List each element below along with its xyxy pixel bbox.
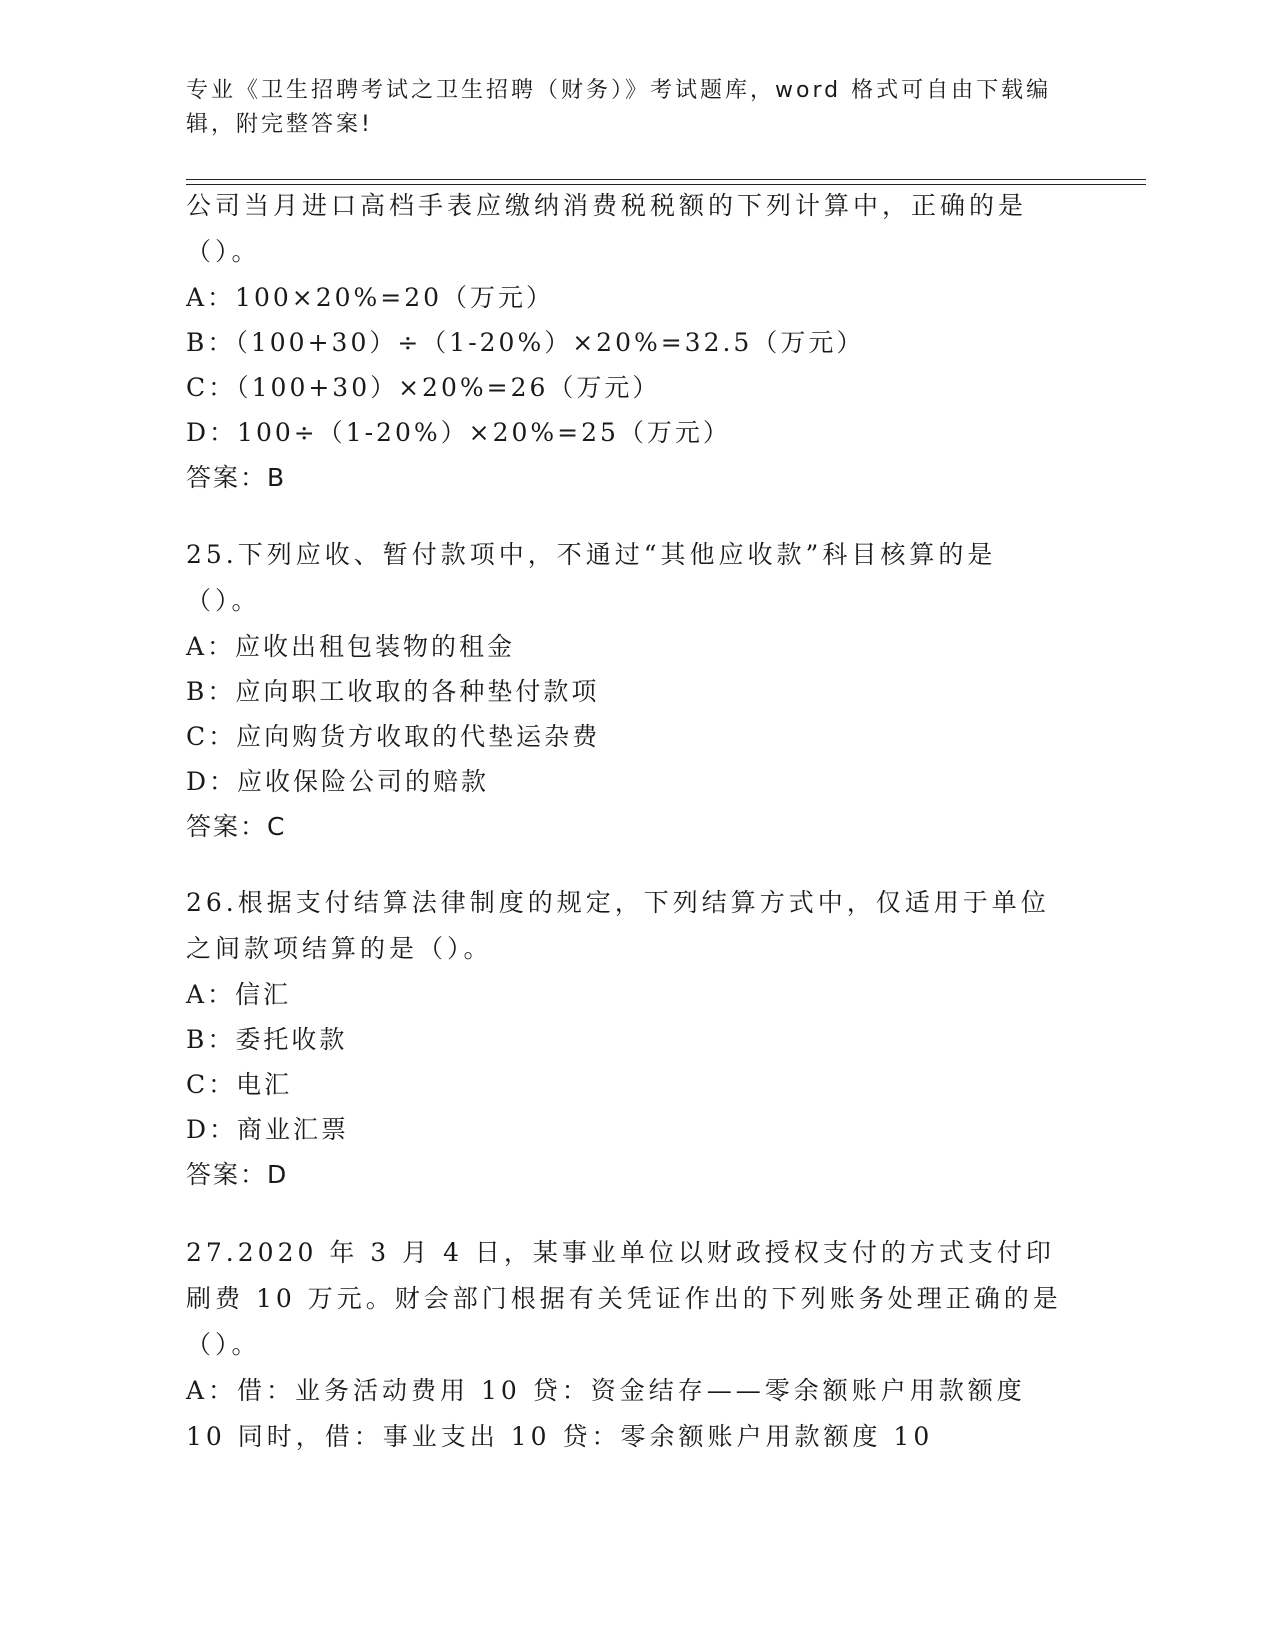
answer-line: 答案：D — [186, 1160, 289, 1189]
question-stem: 26.根据支付结算法律制度的规定，下列结算方式中，仅适用于单位之间款项结算的是（）。 — [186, 888, 1050, 963]
option-b: B：应向职工收取的各种垫付款项 — [186, 677, 600, 706]
question-block — [186, 532, 1066, 850]
option-c: C：（100+30）×20%=26（万元） — [186, 373, 661, 402]
option-a: A：信汇 — [186, 980, 292, 1009]
document-header: 专业《卫生招聘考试之卫生招聘（财务）》考试题库，word 格式可自由下载编辑，附完整答案! — [186, 78, 1052, 137]
question-block — [186, 1230, 1066, 1460]
question-stem: 公司当月进口高档手表应缴纳消费税税额的下列计算中，正确的是（）。 — [186, 191, 1028, 266]
question-block — [186, 880, 1066, 1198]
option-b: B：（100+30）÷（1-20%）×20%=32.5（万元） — [186, 328, 865, 357]
option-d: D：商业汇票 — [186, 1115, 350, 1144]
question-block — [186, 183, 1066, 501]
question-stem: 25.下列应收、暂付款项中，不通过“其他应收款”科目核算的是（）。 — [186, 540, 997, 615]
option-a: A：100×20%=20（万元） — [186, 283, 555, 312]
option-b: B：委托收款 — [186, 1025, 348, 1054]
option-d: D：应收保险公司的赔款 — [186, 767, 490, 796]
question-stem: 27.2020 年 3 月 4 日，某事业单位以财政授权支付的方式支付印刷费 10 万元。财会部门根据有关凭证作出的下列账务处理正确的是（）。 — [186, 1238, 1062, 1359]
answer-line: 答案：B — [186, 463, 287, 492]
answer-line: 答案：C — [186, 812, 287, 841]
option-a: A：应收出租包装物的租金 — [186, 632, 516, 661]
header-divider-top — [186, 179, 1146, 180]
option-c: C：电汇 — [186, 1070, 293, 1099]
option-d: D：100÷（1-20%）×20%=25（万元） — [186, 418, 731, 447]
option-c: C：应向购货方收取的代垫运杂费 — [186, 722, 601, 751]
option-a: A：借：业务活动费用 10 贷：资金结存——零余额账户用款额度 10 同时，借：事业支出 10 贷：零余额账户用款额度 10 — [186, 1376, 1026, 1451]
